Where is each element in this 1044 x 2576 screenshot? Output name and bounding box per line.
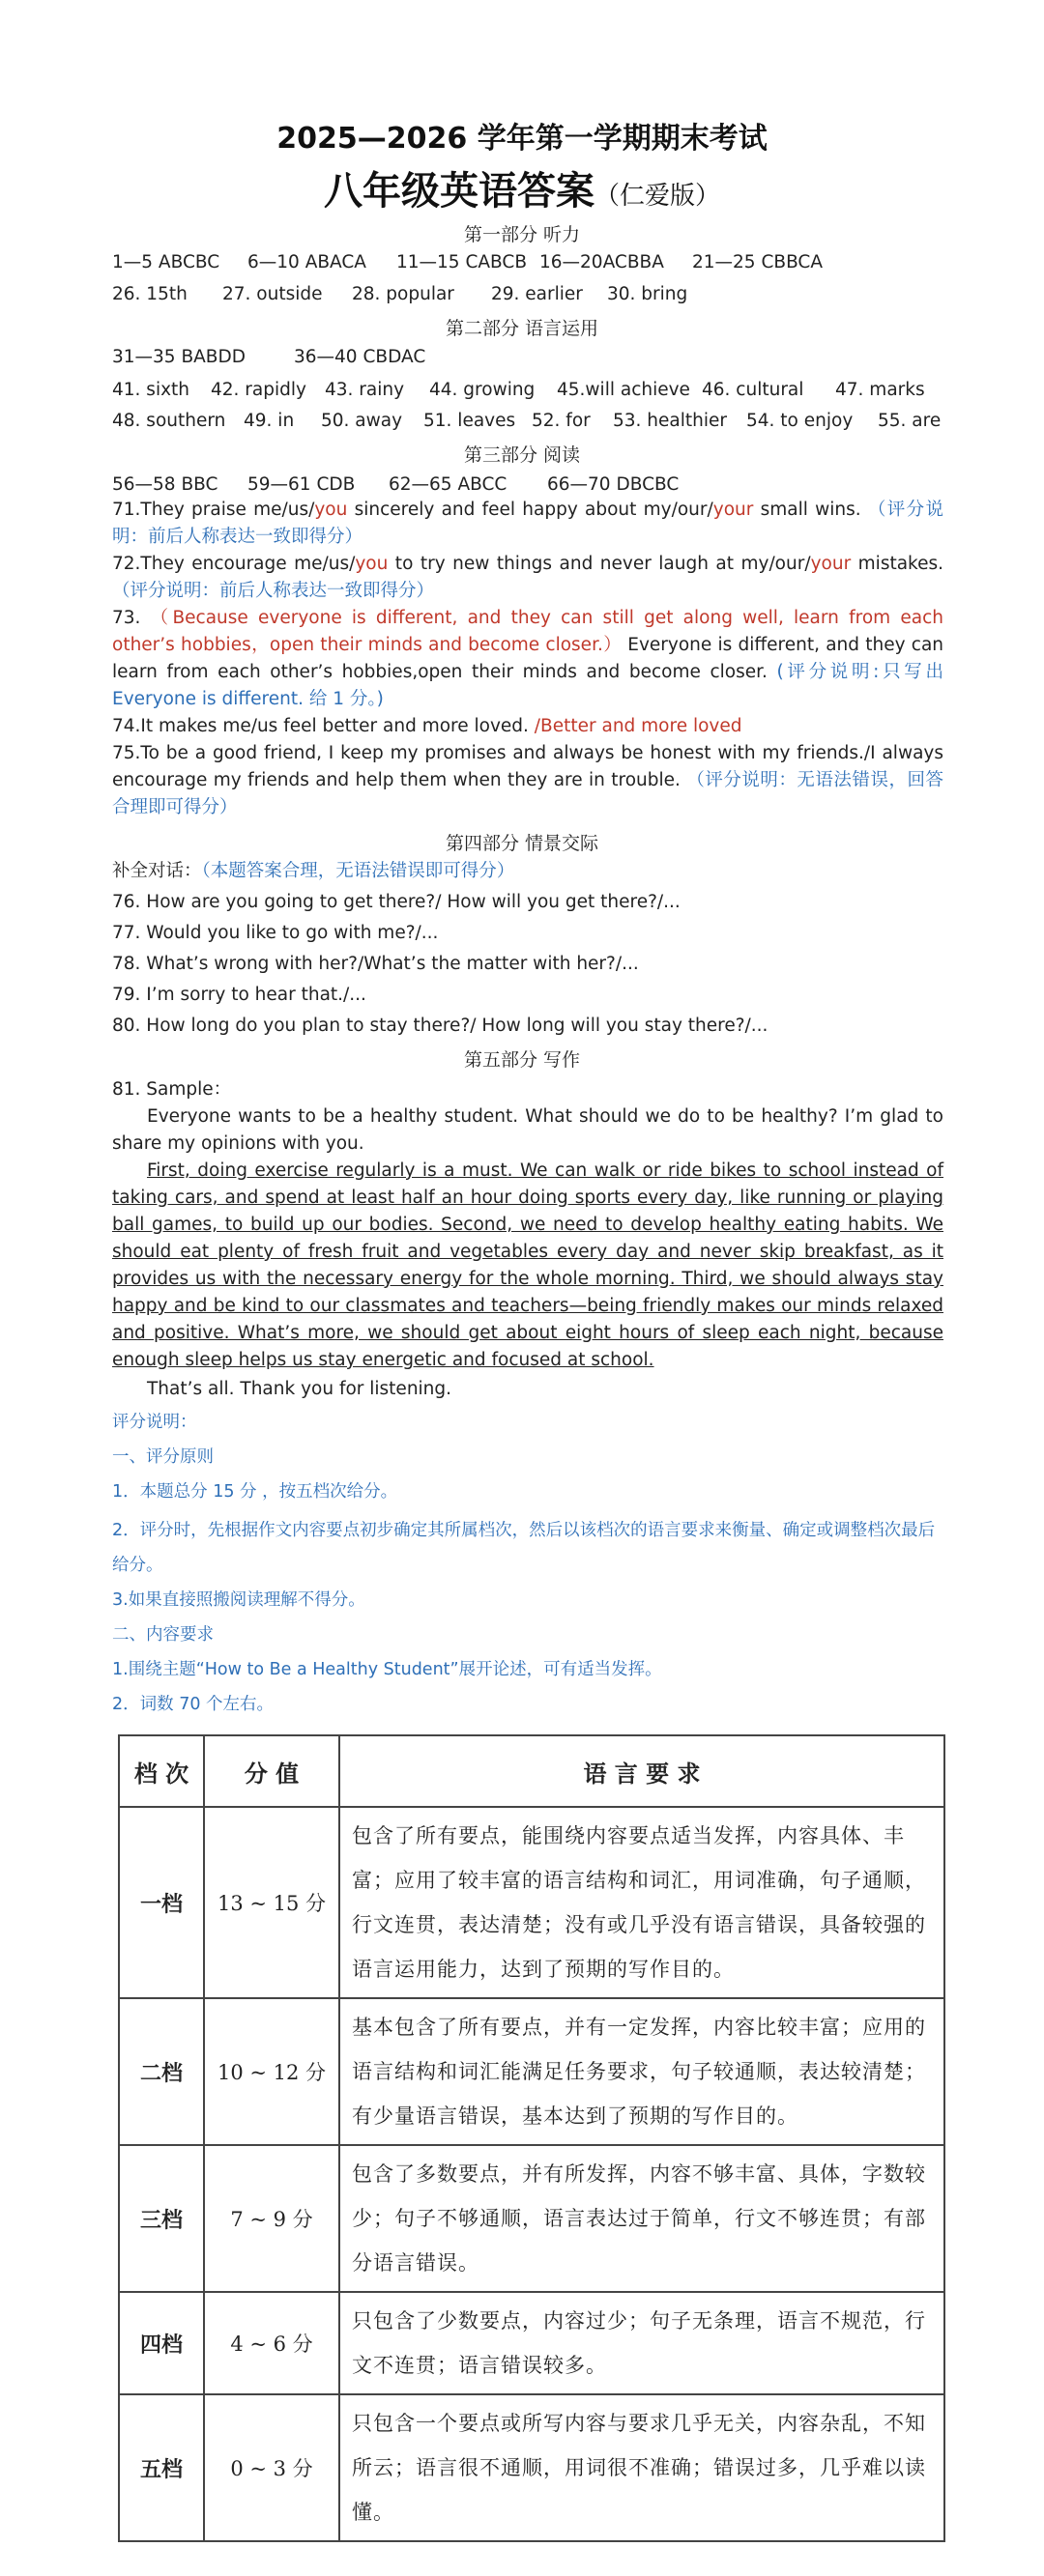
answer-item: 26. 15th <box>112 284 188 304</box>
answer-item: 46. cultural <box>702 380 804 400</box>
text: 74.It makes me/us feel better and more loved. <box>112 716 535 736</box>
answer-group: 66—70 DBCBC <box>547 474 680 495</box>
header-score: 分 值 <box>204 1735 339 1807</box>
answer-group: 11—15 CABCB <box>396 252 528 272</box>
level-cell: 四档 <box>119 2292 204 2394</box>
answer-group: 59—61 CDB <box>247 474 356 495</box>
text: mistakes. <box>851 554 943 574</box>
answer-item: 43. rainy <box>325 380 405 400</box>
essay-paragraph-1: Everyone wants to be a healthy student. What should we do to be healthy? I’m glad to share my opinions with you. <box>112 1106 943 1154</box>
scoring-note-3: 3.如果直接照搬阅读理解不得分。 <box>112 1590 365 1610</box>
table-header-row <box>119 1735 944 1807</box>
answer-item: 54. to enjoy <box>746 411 854 431</box>
scoring-rubric-table <box>118 1734 945 2542</box>
answer-item: 28. popular <box>352 284 454 304</box>
requirement-cell: 基本包含了所有要点，并有一定发挥，内容比较丰富；应用的语言结构和词汇能满足任务要求，句子较通顺，表达较清楚；有少量语言错误，基本达到了预期的写作目的。 <box>339 1998 944 2145</box>
exam-title: 2025—2026 学年第一学期期末考试 <box>276 122 768 156</box>
text: sincerely and feel happy about my/our/ <box>347 500 713 520</box>
score-cell: 4 ~ 6 分 <box>204 2292 339 2394</box>
table-row <box>119 1807 944 1998</box>
answer-item: 55. are <box>878 411 942 431</box>
answer-71 <box>112 497 943 551</box>
scoring-note: （评分说明：无语法错误，回答合理即可得分） <box>112 770 943 817</box>
sample-label: 81. Sample： <box>112 1079 232 1100</box>
answer-item: 51. leaves <box>423 411 516 431</box>
answer-item: 44. growing <box>429 380 536 400</box>
requirement-cell: 包含了多数要点，并有所发挥，内容不够丰富、具体，字数较少；句子不够通顺，语言表达过于简单，行文不够连贯；有部分语言错误。 <box>339 2145 944 2292</box>
content-note-1: 1.围绕主题“How to Be a Healthy Student”展开论述，可有适当发挥。 <box>112 1660 662 1679</box>
answer-72 <box>112 551 943 605</box>
text-red: you <box>314 500 348 520</box>
answer-75 <box>112 740 943 821</box>
answer-item: 29. earlier <box>491 284 583 304</box>
score-cell: 7 ~ 9 分 <box>204 2145 339 2292</box>
answer-80: 80. How long do you plan to stay there?/ How long will you stay there?/... <box>112 1016 768 1036</box>
header-level: 档 次 <box>119 1735 204 1807</box>
answer-group: 1—5 ABCBC <box>112 252 220 272</box>
text-red: your <box>712 500 754 520</box>
answer-item: 49. in <box>244 411 295 431</box>
table-row <box>119 2394 944 2541</box>
answer-item: 52. for <box>532 411 591 431</box>
scoring-heading: 评分说明： <box>112 1413 197 1432</box>
essay-paragraph-3: That’s all. Thank you for listening. <box>147 1379 452 1399</box>
scoring-note: （本题答案合理，无语法错误即可得分） <box>201 861 515 881</box>
header-requirement: 语 言 要 求 <box>339 1735 944 1807</box>
answer-73 <box>112 605 943 713</box>
text: 71.They praise me/us/ <box>112 500 315 520</box>
table-row <box>119 2145 944 2292</box>
answer-group: 56—58 BBC <box>112 474 218 495</box>
answer-76: 76. How are you going to get there?/ How will you get there?/... <box>112 892 681 912</box>
requirement-cell: 包含了所有要点，能围绕内容要点适当发挥，内容具体、丰富；应用了较丰富的语言结构和词汇，用词准确，句子通顺，行文连贯，表达清楚；没有或几乎没有语言错误，具备较强的语言运用能力，达到了预期的写作目的。 <box>339 1807 944 1998</box>
answer-78: 78. What’s wrong with her?/What’s the matter with her?/... <box>112 954 639 974</box>
answer-title-main: 八年级英语答案 <box>323 169 594 214</box>
answer-group: 21—25 CBBCA <box>692 252 824 272</box>
level-cell: 二档 <box>119 1998 204 2145</box>
edition-label: （仁爱版） <box>594 182 720 211</box>
answer-74 <box>112 713 943 740</box>
table-row <box>119 2292 944 2394</box>
scoring-note: (评分说明:只写出Everyone is different. 给 1 分。) <box>112 662 943 709</box>
text: 补全对话： <box>112 861 202 881</box>
part4-intro <box>112 858 943 885</box>
text-red: /Better and more loved <box>534 716 742 736</box>
content-requirements: 二、内容要求 <box>112 1625 214 1645</box>
text-red: your <box>810 554 852 574</box>
text: 73. <box>112 608 151 628</box>
score-cell: 13 ~ 15 分 <box>204 1807 339 1998</box>
text: 75.To be a good friend, I keep my promises and always be honest with my friends./I always encourage my friends and help them when they are in trouble. <box>112 743 943 790</box>
essay-paragraph-2: First, doing exercise regularly is a must. We can walk or ride bikes to school instead of taking cars, and spend at least half an hour doing sports every day, like running or playing ball games, to build up our bodies. Second, we need to develop healthy eating habits. We should eat plenty of fresh fruit and vegetables every day and never skip breakfast, as it provides us with the necessary energy for the whole morning. Third, we should always stay happy and be kind to our classmates and teachers—being friendly makes our minds relaxed and positive. What’s more, we should get about eight hours of sleep each night, because enough sleep helps us stay energetic and focused at school. <box>112 1160 943 1370</box>
requirement-cell: 只包含一个要点或所写内容与要求几乎无关，内容杂乱，不知所云；语言很不通顺，用词很不准确；错误过多，几乎难以读懂。 <box>339 2394 944 2541</box>
text-red: you <box>355 554 389 574</box>
score-cell: 0 ~ 3 分 <box>204 2394 339 2541</box>
level-cell: 三档 <box>119 2145 204 2292</box>
answer-item: 41. sixth <box>112 380 190 400</box>
answer-77: 77. Would you like to go with me?/... <box>112 923 439 943</box>
table-row <box>119 1998 944 2145</box>
score-cell: 10 ~ 12 分 <box>204 1998 339 2145</box>
answer-group: 16—20ACBBA <box>539 252 664 272</box>
scoring-note: （评分说明：前后人称表达一致即得分） <box>112 500 943 547</box>
level-cell: 一档 <box>119 1807 204 1998</box>
text: small wins. <box>753 500 868 520</box>
part1-heading: 第一部分 听力 <box>463 224 581 245</box>
answer-item: 27. outside <box>222 284 323 304</box>
text: to try new things and never laugh at my/our/ <box>388 554 811 574</box>
answer-group: 6—10 ABACA <box>247 252 366 272</box>
text: Everyone is different, and they can learn from each other’s hobbies,open their minds and become closer. <box>112 635 944 682</box>
answer-group: 36—40 CBDAC <box>294 347 426 367</box>
part5-heading: 第五部分 写作 <box>463 1049 581 1071</box>
content-note-2: 2．词数 70 个左右。 <box>112 1695 275 1714</box>
part3-heading: 第三部分 阅读 <box>463 444 581 466</box>
requirement-cell: 只包含了少数要点，内容过少；句子无条理，语言不规范，行文不连贯；语言错误较多。 <box>339 2292 944 2394</box>
answer-item: 50. away <box>321 411 403 431</box>
answer-item: 45.will achieve <box>557 380 690 400</box>
scoring-note-2: 2．评分时，先根据作文内容要点初步确定其所属档次，然后以该档次的语言要求来衡量、确定或调整档次最后给分。 <box>112 1521 936 1575</box>
scoring-principles: 一、评分原则 <box>112 1447 214 1467</box>
answer-79: 79. I’m sorry to hear that./... <box>112 985 366 1005</box>
level-cell: 五档 <box>119 2394 204 2541</box>
answer-group: 62—65 ABCC <box>389 474 508 495</box>
part2-heading: 第二部分 语言运用 <box>445 318 599 339</box>
answer-item: 47. marks <box>835 380 925 400</box>
text: 72.They encourage me/us/ <box>112 554 356 574</box>
answer-group: 31—35 BABDD <box>112 347 246 367</box>
answer-title <box>0 160 1044 215</box>
scoring-note-1: 1．本题总分 15 分 ，按五档次给分。 <box>112 1482 398 1502</box>
part4-heading: 第四部分 情景交际 <box>445 833 599 854</box>
answer-item: 42. rapidly <box>211 380 306 400</box>
answer-item: 48. southern <box>112 411 226 431</box>
scoring-note: （评分说明：前后人称表达一致即得分） <box>112 581 435 601</box>
answer-item: 53. healthier <box>613 411 727 431</box>
answer-item: 30. bring <box>607 284 688 304</box>
text-red: （Because everyone is different, and they can still get along well, learn from each other’s hobbies，open their minds and become closer.） <box>112 608 943 655</box>
